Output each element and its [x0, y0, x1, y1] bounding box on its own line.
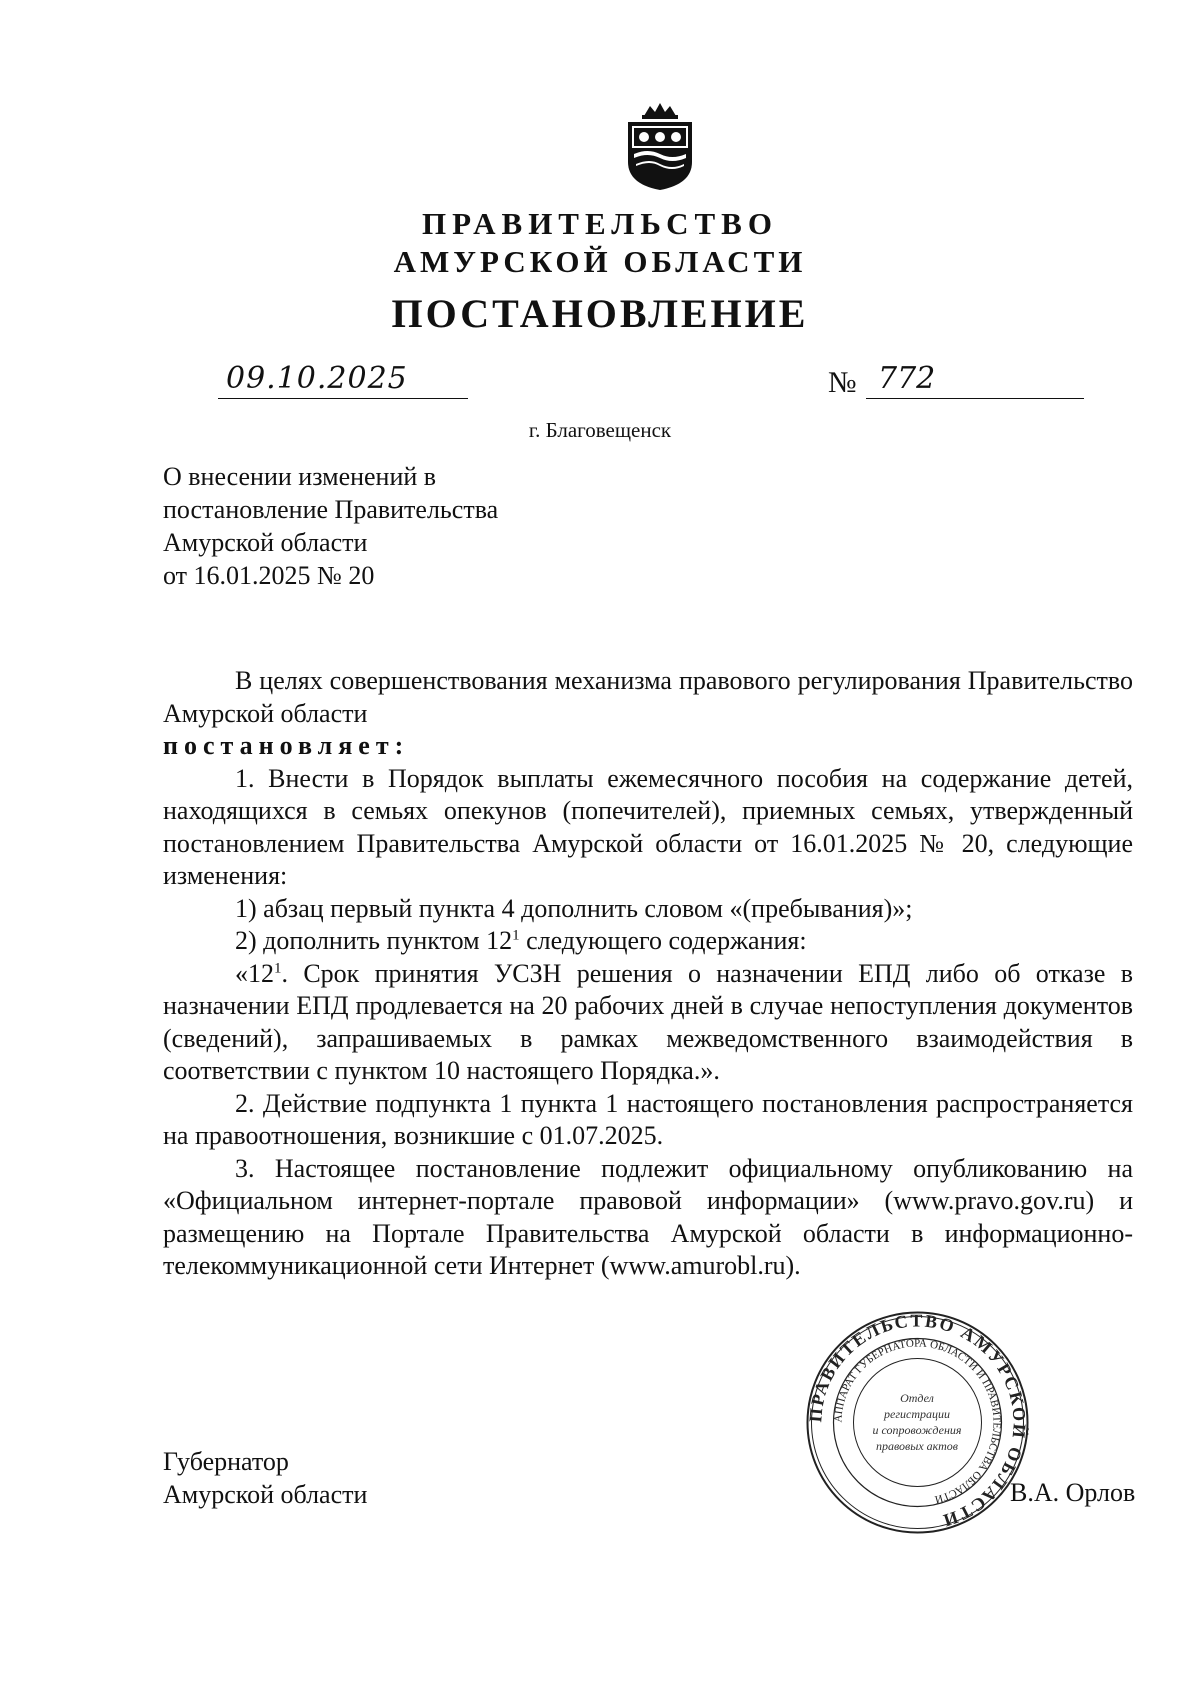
- document-number-field: [866, 362, 1084, 399]
- signatory-title: Губернатор Амурской области: [163, 1447, 368, 1509]
- document-body: [163, 665, 1133, 1283]
- official-seal-stamp: [805, 1310, 1030, 1535]
- seal-center-line: регистрации: [884, 1407, 950, 1421]
- document-number-label: №: [828, 366, 857, 399]
- seal-outer-text: ПРАВИТЕЛЬСТВО АМУРСКОЙ ОБЛАСТИ: [805, 1310, 1030, 1532]
- document-type-title: ПОСТАНОВЛЕНИЕ: [391, 291, 809, 336]
- subject-line: Амурской области: [163, 528, 368, 557]
- coat-of-arms-icon: [622, 100, 698, 192]
- seal-center-line: правовых актов: [875, 1439, 959, 1453]
- subject-line: постановление Правительства: [163, 495, 499, 524]
- org-name-line1: ПРАВИТЕЛЬСТВО: [422, 206, 778, 241]
- subject-line: от 16.01.2025 № 20: [163, 561, 375, 590]
- document-number: 772: [878, 361, 936, 396]
- org-name-line2: АМУРСКОЙ ОБЛАСТИ: [393, 244, 807, 279]
- subject-line: О внесении изменений в: [163, 462, 437, 491]
- resolution-verb: постановляет:: [163, 731, 410, 760]
- paragraph-item-1: 1. Внести в Порядок выплаты ежемесячного пособия на содержание детей, находящихся в семьях опекунов (попечителей), приемных семьях, утвержденный постановлением Правительства Амурской области от 16.01.2025 № 20, следующие изменения:: [163, 763, 1133, 890]
- svg-text:АППАРАТ ГУБЕРНАТОРА ОБЛАСТИ И: [832, 1337, 1002, 1505]
- city: г. Благовещенск: [528, 418, 672, 442]
- seal-center-line: и сопровождения: [872, 1423, 962, 1437]
- document-date: 09.10.2025: [226, 361, 408, 396]
- paragraph-item-3: 3. Настоящее постановление подлежит официальному опубликованию на «Официальном интернет-портале правовой информации» (www.pravo.gov.ru) и размещению на Портале Правительства Амурской области в информационно-телекоммуникационной сети Интернет (www.amurobl.ru).: [163, 1153, 1133, 1280]
- signatory-name: В.А. Орлов: [1010, 1478, 1136, 1507]
- preamble: В целях совершенствования механизма правового регулирования Правительство Амурской области: [163, 666, 1133, 728]
- document-date-field: [218, 362, 468, 399]
- seal-center-line: Отдел: [900, 1391, 934, 1405]
- paragraph-item-2: 2. Действие подпункта 1 пункта 1 настоящего постановления распространяется на правоотношения, возникшие с 01.07.2025.: [163, 1088, 1133, 1150]
- seal-middle-text: АППАРАТ ГУБЕРНАТОРА ОБЛАСТИ И ПРАВИТЕЛЬСТВА ОБЛАСТИ: [832, 1337, 1003, 1506]
- paragraph-item-1-2: 2) дополнить пунктом $12^1$ следующего содержания:: [235, 926, 807, 955]
- document-subject: [163, 460, 498, 592]
- paragraph-item-1-1: 1) абзац первый пункта 4 дополнить словом «(пребывания)»;: [235, 893, 913, 923]
- paragraph-quote: «$12^1$. Срок принятия УСЗН решения о назначении ЕПД либо об отказе в назначении ЕПД продлевается на 20 рабочих дней в случае непоступления документов (сведений), запрашиваемых в рамках межведомственного взаимодействия в соответствии с пунктом 10 настоящего Порядка.».: [163, 958, 1133, 1085]
